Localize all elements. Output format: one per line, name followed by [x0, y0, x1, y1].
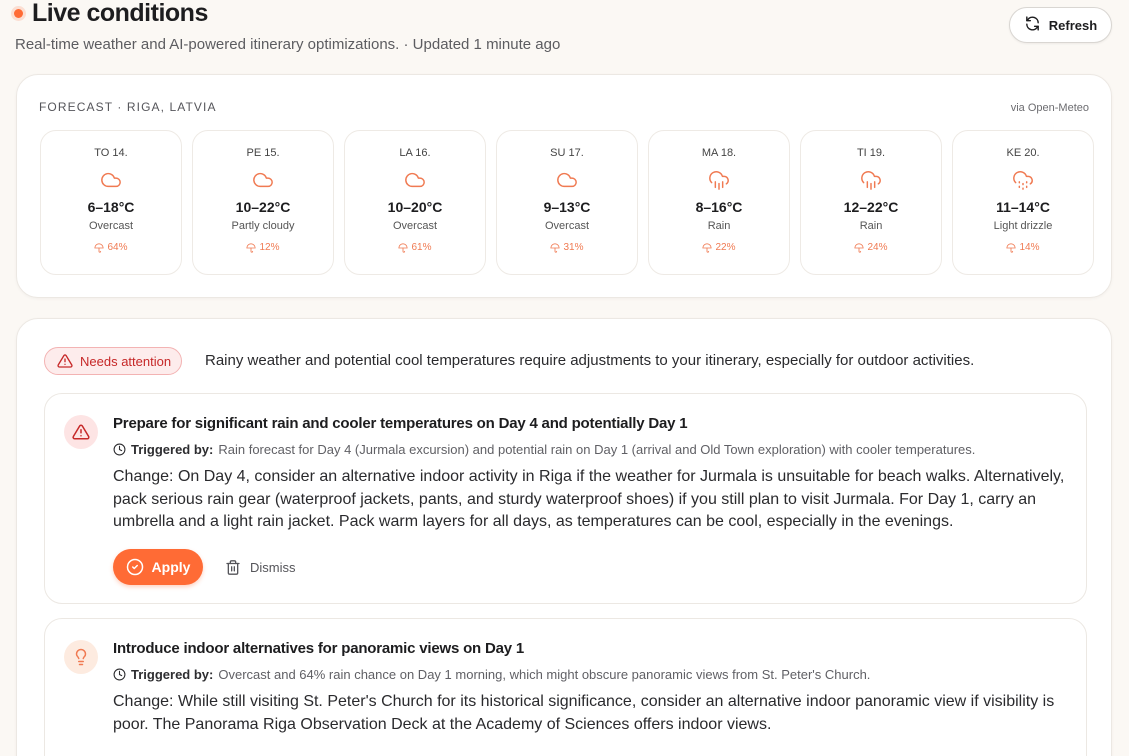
change-key: Change: [113, 693, 174, 710]
day-rain-chance [497, 242, 637, 253]
dismiss-button[interactable] [225, 556, 296, 578]
trigger-text: Overcast and 64% rain chance on Day 1 morning, which might obscure panoramic views from St. Peter's Church. [218, 667, 871, 682]
umbrella-icon [246, 243, 256, 253]
suggestion-change [113, 466, 1068, 534]
rain-chance-value: 64% [107, 242, 128, 253]
day-temperature: 9–13°C [543, 199, 591, 215]
forecast-day[interactable] [496, 130, 638, 275]
suggestion-change [113, 691, 1068, 736]
page-title: Live conditions [32, 0, 208, 27]
rain-chance-value: 14% [1019, 242, 1040, 253]
forecast-day[interactable] [952, 130, 1094, 275]
day-rain-chance [345, 242, 485, 253]
refresh-label: Refresh [1048, 17, 1098, 33]
cloud-icon [497, 169, 637, 191]
day-name: PE 15. [246, 147, 280, 159]
forecast-day[interactable] [344, 130, 486, 275]
day-name: LA 16. [399, 147, 431, 159]
check-circle-icon [126, 558, 144, 576]
forecast-day[interactable] [40, 130, 182, 275]
rain-chance-value: 61% [411, 242, 432, 253]
apply-button[interactable] [113, 549, 203, 585]
day-condition: Light drizzle [993, 220, 1053, 232]
day-condition: Rain [707, 220, 731, 232]
warning-icon [57, 353, 73, 369]
day-condition: Overcast [88, 220, 133, 232]
rain-chance-value: 24% [867, 242, 888, 253]
umbrella-icon [1006, 243, 1016, 253]
day-condition: Rain [859, 220, 883, 232]
day-temperature: 10–22°C [235, 199, 291, 215]
attention-summary: Rainy weather and potential cool temperatures require adjustments to your itinerary, especially for outdoor activities. [205, 352, 975, 369]
day-name: TO 14. [94, 147, 128, 159]
rain-chance-value: 12% [259, 242, 280, 253]
badge-label: Needs attention [80, 353, 172, 369]
rain-chance-value: 22% [715, 242, 736, 253]
cloud-icon [41, 169, 181, 191]
day-rain-chance [649, 242, 789, 253]
suggestion-title: Prepare for significant rain and cooler temperatures on Day 4 and potentially Day 1 [113, 415, 688, 432]
cloud-rain-icon [801, 169, 941, 191]
suggestion-trigger [113, 667, 870, 682]
page-subtitle: Real-time weather and AI-powered itinerary optimizations. · Updated 1 minute ago [15, 36, 561, 53]
umbrella-icon [94, 243, 104, 253]
trash-icon [225, 559, 241, 576]
dismiss-label: Dismiss [250, 559, 296, 575]
suggestion-card [44, 618, 1087, 756]
change-key: Change: [113, 468, 174, 485]
day-temperature: 8–16°C [695, 199, 743, 215]
trigger-text: Rain forecast for Day 4 (Jurmala excursion) and potential rain on Day 1 (arrival and Old Town exploration) with cooler temperatures. [218, 442, 976, 457]
trigger-key: Triggered by: [131, 442, 214, 457]
day-name: SU 17. [550, 147, 584, 159]
refresh-icon [1024, 15, 1041, 35]
umbrella-icon [550, 243, 560, 253]
page-header [14, 0, 208, 26]
rain-chance-value: 31% [563, 242, 584, 253]
day-rain-chance [41, 242, 181, 253]
umbrella-icon [398, 243, 408, 253]
umbrella-icon [702, 243, 712, 253]
suggestion-title: Introduce indoor alternatives for panoramic views on Day 1 [113, 640, 525, 657]
day-temperature: 6–18°C [87, 199, 135, 215]
cloud-rain-icon [649, 169, 789, 191]
cloud-icon [193, 169, 333, 191]
day-condition: Partly cloudy [231, 220, 295, 232]
forecast-label: FORECAST · RIGA, LATVIA [39, 100, 217, 114]
day-rain-chance [953, 242, 1093, 253]
apply-label: Apply [151, 559, 191, 575]
cloud-drizzle-icon [953, 169, 1093, 191]
day-name: MA 18. [701, 147, 737, 159]
day-temperature: 11–14°C [996, 199, 1050, 215]
day-temperature: 10–20°C [387, 199, 443, 215]
forecast-source: via Open-Meteo [1010, 102, 1089, 114]
optimizations-card [16, 318, 1112, 756]
clock-icon [113, 668, 126, 681]
cloud-icon [345, 169, 485, 191]
forecast-card [16, 74, 1112, 298]
lightbulb-icon [64, 640, 98, 674]
trigger-key: Triggered by: [131, 667, 214, 682]
live-indicator-dot [14, 9, 23, 18]
day-name: TI 19. [856, 147, 886, 159]
forecast-day[interactable] [192, 130, 334, 275]
day-condition: Overcast [544, 220, 589, 232]
change-text: While still visiting St. Peter's Church for its historical significance, consider an alternative indoor panoramic view if visibility is poor. The Panorama Riga Observation Deck at the Academy of Sciences offers indoor views. [113, 693, 1055, 733]
day-name: KE 20. [1006, 147, 1040, 159]
day-condition: Overcast [392, 220, 437, 232]
day-temperature: 12–22°C [843, 199, 899, 215]
needs-attention-badge [44, 347, 182, 375]
suggestion-card [44, 393, 1087, 604]
forecast-day[interactable] [648, 130, 790, 275]
forecast-days [40, 130, 1094, 275]
day-rain-chance [193, 242, 333, 253]
forecast-day[interactable] [800, 130, 942, 275]
change-text: On Day 4, consider an alternative indoor activity in Riga if the weather for Jurmala is unsuitable for beach walks. Alternatively, pack serious rain gear (waterproof jackets, pants, and sturdy waterproof shoes) if you still plan to visit Jurmala. For Day 1, carry an umbrella and a light rain jacket. Pack warm layers for all days, as temperatures can be cool, especially in the evenings. [113, 468, 1065, 530]
warning-icon [64, 415, 98, 449]
day-rain-chance [801, 242, 941, 253]
clock-icon [113, 443, 126, 456]
refresh-button[interactable] [1009, 7, 1112, 43]
suggestion-trigger [113, 442, 975, 457]
umbrella-icon [854, 243, 864, 253]
